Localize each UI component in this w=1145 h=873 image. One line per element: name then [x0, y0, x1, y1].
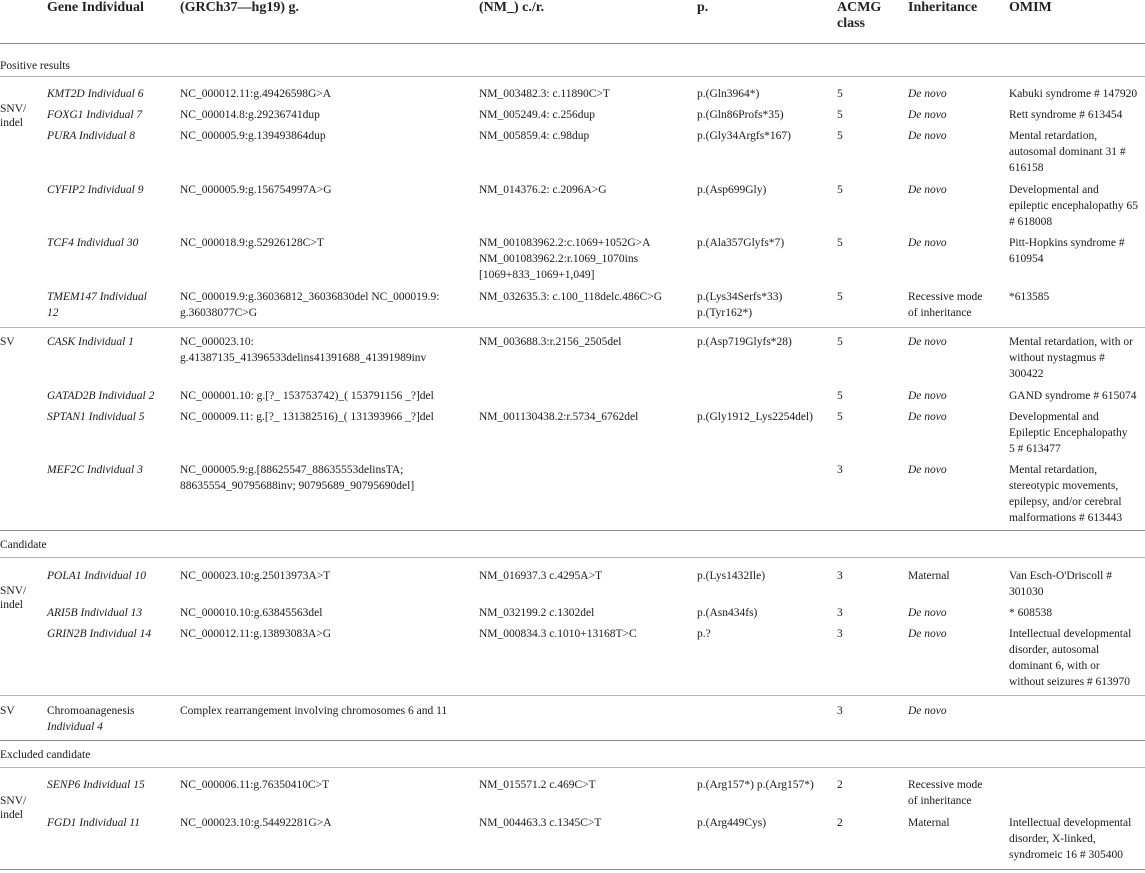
omim-cell: *613585: [1009, 291, 1050, 303]
genomic-cell: NC_000018.9:g.52926128C>T: [180, 237, 324, 249]
section-rule: [0, 767, 1145, 768]
type-snv-line1: SNV/: [0, 585, 27, 597]
genomic-cell: g.36038077C>G: [180, 307, 258, 319]
coding-cell: NM_003688.3:r.2156_2505del: [479, 336, 622, 348]
protein-cell: p.(Gln3964*): [697, 88, 760, 100]
acmg-cell: 5: [837, 88, 843, 100]
coding-cell: NM_004463.3 c.1345C>T: [479, 817, 602, 829]
protein-cell: p.(Asp699Gly): [697, 184, 767, 196]
coding-cell: NM_016937.3 c.4295A>T: [479, 570, 603, 582]
inheritance-cell: Recessive mode: [908, 779, 983, 791]
gene-cell: GRIN2B Individual 14: [47, 628, 152, 640]
genomic-cell: NC_000005.9:g.156754997A>G: [180, 184, 332, 196]
gene-cell: PURA Individual 8: [47, 130, 135, 142]
protein-cell: p.(Gly1912_Lys2254del): [697, 411, 813, 423]
type-snv-line2: indel: [0, 117, 23, 129]
omim-cell: Developmental and: [1009, 184, 1099, 196]
inheritance-cell: of inheritance: [908, 307, 972, 319]
omim-cell: epileptic encephalopathy 65: [1009, 200, 1139, 212]
omim-cell: stereotypic movements,: [1009, 480, 1119, 492]
genomic-cell: NC_000012.11:g.49426598G>A: [180, 88, 332, 100]
omim-cell: Mental retardation,: [1009, 464, 1098, 476]
coding-cell: [1069+833_1069+1,049]: [479, 269, 595, 281]
protein-cell: p.(Tyr162*): [697, 307, 753, 319]
coding-cell: NM_000834.3 c.1010+13168T>C: [479, 628, 637, 640]
acmg-cell: 5: [837, 237, 843, 249]
omim-cell: * 608538: [1009, 607, 1053, 619]
coding-cell: NM_015571.2 c.469C>T: [479, 779, 596, 791]
acmg-cell: 3: [837, 607, 843, 619]
omim-cell: Mental retardation, with or: [1009, 336, 1133, 348]
omim-cell: Kabuki syndrome # 147920: [1009, 88, 1138, 100]
omim-cell: epilepsy, and/or cerebral: [1009, 496, 1122, 508]
header-omim: OMIM: [1009, 0, 1052, 15]
inheritance-cell: of inheritance: [908, 795, 972, 807]
coding-cell: NM_032199.2 c.1302del: [479, 607, 595, 619]
section-candidate: Candidate: [0, 539, 47, 551]
header-acmg-line2: class: [837, 16, 865, 31]
acmg-cell: 3: [837, 570, 843, 582]
gene-cell: CYFIP2 Individual 9: [47, 184, 144, 196]
inheritance-cell: De novo: [908, 336, 947, 348]
type-snv-line1: SNV/: [0, 103, 27, 115]
gene-cell: FGD1 Individual 11: [47, 817, 141, 829]
gene-cell: POLA1 Individual 10: [47, 570, 147, 582]
gene-cell: 12: [47, 307, 59, 319]
omim-cell: Intellectual developmental: [1009, 817, 1132, 829]
inheritance-cell: Recessive mode: [908, 291, 983, 303]
type-snv-line1: SNV/: [0, 795, 27, 807]
acmg-cell: 5: [837, 390, 843, 402]
group-rule: [0, 327, 1145, 328]
genomic-cell: NC_000023.10:g.54492281G>A: [180, 817, 332, 829]
gene-cell: SENP6 Individual 15: [47, 779, 145, 791]
omim-cell: without nystagmus #: [1009, 352, 1105, 364]
protein-cell: p.(Lys1432Ile): [697, 570, 766, 582]
acmg-cell: 5: [837, 130, 843, 142]
header-gene: Gene Individual: [47, 0, 144, 15]
genomic-cell: NC_000009.11: g.[?_ 131382516)_( 131393966 _?]del: [180, 411, 434, 423]
inheritance-cell: De novo: [908, 130, 947, 142]
gene-cell: MEF2C Individual 3: [47, 464, 143, 476]
genomic-cell: NC_000023.10:g.25013973A>T: [180, 570, 331, 582]
section-rule: [0, 530, 1145, 531]
genomic-cell: NC_000006.11:g.76350410C>T: [180, 779, 330, 791]
section-positive-results: Positive results: [0, 60, 70, 72]
omim-cell: dominant 6, with or: [1009, 660, 1100, 672]
genomic-cell: NC_000001.10: g.[?_ 153753742)_( 153791156 _?]del: [180, 390, 434, 402]
omim-cell: 5 # 613477: [1009, 443, 1061, 455]
table-bottom-rule: [0, 869, 1145, 870]
omim-cell: Epileptic Encephalopathy: [1009, 427, 1128, 439]
protein-cell: p.?: [697, 628, 711, 640]
genomic-cell: NC_000010.10:g.63845563del: [180, 607, 323, 619]
inheritance-cell: De novo: [908, 705, 947, 717]
header-grch: (GRCh37—hg19) g.: [180, 0, 300, 15]
gene-cell: FOXG1 Individual 7: [47, 109, 143, 121]
inheritance-cell: De novo: [908, 184, 947, 196]
omim-cell: Intellectual developmental: [1009, 628, 1132, 640]
acmg-cell: 2: [837, 817, 843, 829]
omim-cell: Pitt-Hopkins syndrome #: [1009, 237, 1125, 249]
section-excluded-candidate: Excluded candidate: [0, 749, 91, 761]
inheritance-cell: De novo: [908, 464, 947, 476]
gene-cell: TMEM147 Individual: [47, 291, 147, 303]
omim-cell: disorder, autosomal: [1009, 644, 1100, 656]
omim-cell: autosomal dominant 31 #: [1009, 146, 1126, 158]
omim-cell: GAND syndrome # 615074: [1009, 390, 1137, 402]
gene-cell: Chromoanagenesis: [47, 705, 135, 717]
protein-cell: p.(Asn434fs): [697, 607, 758, 619]
section-rule: [0, 740, 1145, 741]
coding-cell: NM_014376.2: c.2096A>G: [479, 184, 607, 196]
header-p: p.: [697, 0, 709, 15]
gene-cell: GATAD2B Individual 2: [47, 390, 155, 402]
genomic-cell: NC_000014.8:g.29236741dup: [180, 109, 320, 121]
inheritance-cell: De novo: [908, 109, 947, 121]
protein-cell: p.(Gly34Argfs*167): [697, 130, 792, 142]
type-sv: SV: [0, 705, 15, 717]
coding-cell: NM_032635.3: c.100_118delc.486C>G: [479, 291, 663, 303]
gene-cell: SPTAN1 Individual 5: [47, 411, 145, 423]
coding-cell: NM_001083962.2:c.1069+1052G>A: [479, 237, 651, 249]
inheritance-cell: De novo: [908, 628, 947, 640]
protein-cell: p.(Asp719Glyfs*28): [697, 336, 792, 348]
omim-cell: 300422: [1009, 368, 1044, 380]
omim-cell: disorder, X-linked,: [1009, 833, 1096, 845]
gene-cell: ARI5B Individual 13: [47, 607, 143, 619]
header-inheritance: Inheritance: [908, 0, 978, 15]
group-rule: [0, 695, 1145, 696]
coding-cell: NM_001083962.2:r.1069_1070ins: [479, 253, 639, 265]
omim-cell: 610954: [1009, 253, 1044, 265]
protein-cell: p.(Arg449Cys): [697, 817, 767, 829]
header-rule: [0, 43, 1145, 44]
omim-cell: malformations # 613443: [1009, 512, 1123, 524]
protein-cell: p.(Gln86Profs*35): [697, 109, 784, 121]
protein-cell: p.(Lys34Serfs*33): [697, 291, 783, 303]
protein-cell: p.(Ala357Glyfs*7): [697, 237, 785, 249]
acmg-cell: 3: [837, 628, 843, 640]
omim-cell: without seizures # 613970: [1009, 676, 1131, 688]
section-rule: [0, 76, 1145, 77]
inheritance-cell: De novo: [908, 237, 947, 249]
genomic-cell: NC_000005.9:g.[88625547_88635553delinsTA;: [180, 464, 404, 476]
type-sv: SV: [0, 336, 15, 348]
omim-cell: Rett syndrome # 613454: [1009, 109, 1123, 121]
genomic-cell: Complex rearrangement involving chromosomes 6 and 11: [180, 705, 448, 717]
genomic-cell: NC_000005.9:g.139493864dup: [180, 130, 326, 142]
protein-cell: p.(Arg157*) p.(Arg157*): [697, 779, 814, 791]
header-nm: (NM_) c./r.: [479, 0, 545, 15]
gene-cell: TCF4 Individual 30: [47, 237, 139, 249]
gene-cell: Individual 4: [47, 721, 103, 733]
omim-cell: 616158: [1009, 162, 1044, 174]
omim-cell: 301030: [1009, 586, 1044, 598]
acmg-cell: 5: [837, 109, 843, 121]
genomic-cell: 88635554_90795688inv; 90795689_90795690del]: [180, 480, 415, 492]
genomic-cell: NC_000012.11:g.13893083A>G: [180, 628, 332, 640]
omim-cell: Mental retardation,: [1009, 130, 1098, 142]
omim-cell: Developmental and: [1009, 411, 1099, 423]
genomic-cell: NC_000019.9:g.36036812_36036830del NC_000019.9:: [180, 291, 440, 303]
section-rule: [0, 557, 1145, 558]
coding-cell: NM_003482.3: c.11890C>T: [479, 88, 610, 100]
omim-cell: syndromeic 16 # 305400: [1009, 849, 1124, 861]
gene-cell: CASK Individual 1: [47, 336, 134, 348]
acmg-cell: 5: [837, 291, 843, 303]
omim-cell: Van Esch-O'Driscoll #: [1009, 570, 1112, 582]
type-snv-line2: indel: [0, 599, 23, 611]
acmg-cell: 5: [837, 184, 843, 196]
genomic-cell: NC_000023.10:: [180, 336, 254, 348]
gene-cell: KMT2D Individual 6: [47, 88, 144, 100]
inheritance-cell: De novo: [908, 411, 947, 423]
inheritance-cell: Maternal: [908, 817, 950, 829]
coding-cell: NM_005859.4: c.98dup: [479, 130, 590, 142]
type-snv-line2: indel: [0, 809, 23, 821]
acmg-cell: 3: [837, 464, 843, 476]
header-acmg-line1: ACMG: [837, 0, 882, 15]
genomic-cell: g.41387135_41396533delins41391688_41391989inv: [180, 352, 427, 364]
inheritance-cell: De novo: [908, 607, 947, 619]
acmg-cell: 5: [837, 411, 843, 423]
inheritance-cell: De novo: [908, 88, 947, 100]
acmg-cell: 2: [837, 779, 843, 791]
acmg-cell: 3: [837, 705, 843, 717]
inheritance-cell: De novo: [908, 390, 947, 402]
coding-cell: NM_001130438.2:r.5734_6762del: [479, 411, 639, 423]
coding-cell: NM_005249.4: c.256dup: [479, 109, 595, 121]
omim-cell: # 618008: [1009, 216, 1053, 228]
acmg-cell: 5: [837, 336, 843, 348]
inheritance-cell: Maternal: [908, 570, 950, 582]
